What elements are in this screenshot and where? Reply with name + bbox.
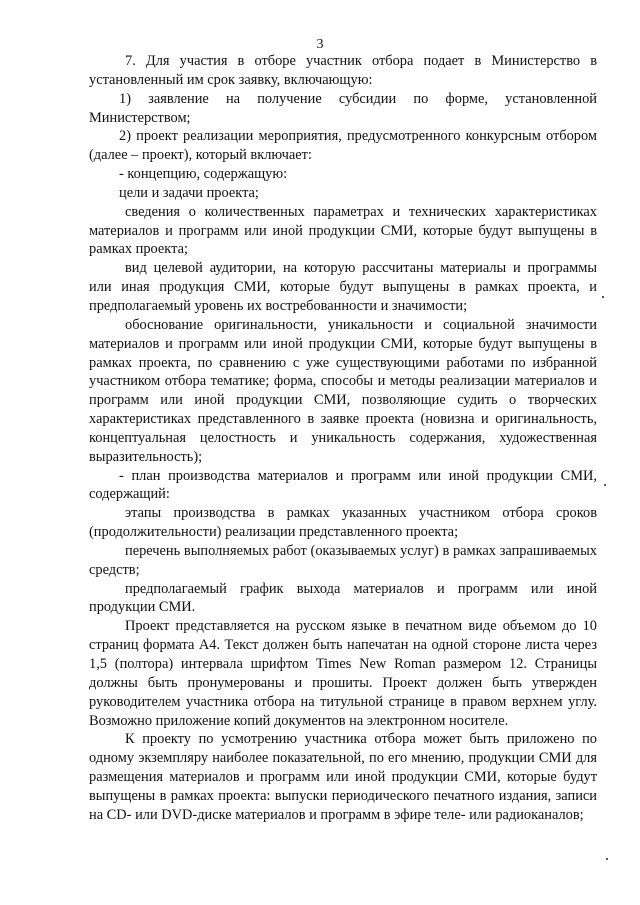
paragraph-production-plan: - план производства материалов и программ или иной продукции СМИ, содержащий: xyxy=(89,467,597,503)
paragraph-project: 2) проект реализации мероприятия, предусмотренного конкурсным отбором (далее – проект), который включает: xyxy=(89,128,597,164)
paragraph-stages: этапы производства в рамках указанных участником отбора сроков (продолжительности) реализации представленного проекта; xyxy=(89,505,597,541)
document-body xyxy=(89,52,597,825)
paragraph-item-7: 7. Для участия в отборе участник отбора подает в Министерство в установленный им срок заявку, включающую: xyxy=(89,53,597,88)
page-number: 3 xyxy=(316,37,324,52)
paragraph-format-requirements: Проект представляется на русском языке в печатном виде объемом до 10 страниц формата А4. Текст должен быть напечатан на одной стороне листа через 1,5 (полтора) интервала шрифтом Times New Roman размером 12. Страницы должны быть пронумерованы и прошиты. Проект должен быть утвержден руководителем участника отбора на титульной странице в правом верхнем углу. Возможно приложение копий документов на электронном носителе. xyxy=(89,618,597,729)
paragraph-originality: обоснование оригинальности, уникальности и социальной значимости материалов и программ или иной продукции СМИ, которые будут выпущены в рамках проекта, по сравнению с уже существующими работами по избранной участником отбора тематике; форма, способы и методы реализации материалов и программ или иной продукции СМИ, позволяющие судить о творческих характеристиках представленного в заявке проекта (новизна и оригинальность, концептуальная целостность и уникальность содержания, художественная выразительность); xyxy=(89,316,597,465)
paragraph-works-list: перечень выполняемых работ (оказываемых услуг) в рамках запрашиваемых средств; xyxy=(89,542,597,578)
paragraph-goals: цели и задачи проекта; xyxy=(119,184,259,201)
paragraph-schedule: предполагаемый график выхода материалов и программ или иной продукции СМИ. xyxy=(89,580,597,616)
paragraph-parameters: сведения о количественных параметрах и технических характеристиках материалов и программ или иной продукции СМИ, которые будут выпущены в рамках проекта; xyxy=(89,203,597,258)
scan-speck xyxy=(606,858,608,860)
scan-speck xyxy=(604,484,606,486)
paragraph-attachments: К проекту по усмотрению участника отбора может быть приложено по одному экземпляру наиболее показательной, по его мнению, продукции СМИ для размещения материалов и программ или иной продукции СМИ, которые будут выпущены в рамках проекта: выпуски периодического печатного издания, записи на CD- или DVD-диске материалов и программ в эфире теле- или радиоканалов; xyxy=(89,731,597,823)
paragraph-application: 1) заявление на получение субсидии по форме, установленной Министерством; xyxy=(89,90,597,126)
paragraph-concept: - концепцию, содержащую: xyxy=(119,166,288,183)
paragraph-audience: вид целевой аудитории, на которую рассчитаны материалы и программы или иная продукция СМИ, которые будут выпущены в рамках проекта, и предполагаемый уровень их востребованности и значимости; xyxy=(89,260,597,314)
scan-speck xyxy=(602,296,604,298)
